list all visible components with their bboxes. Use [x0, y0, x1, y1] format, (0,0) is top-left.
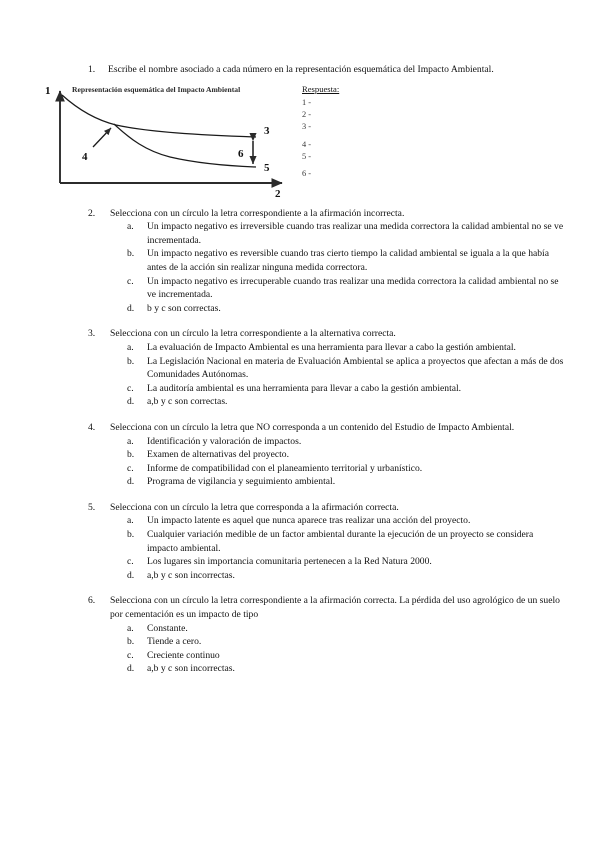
answer-option[interactable] [88, 635, 564, 649]
emphasis-text: correcta [363, 595, 395, 607]
answer-letter: b. [127, 529, 135, 541]
answer-text: Un impacto latente es aquel que nunca aparece tras realizar una acción del proyecto. [147, 515, 471, 527]
answer-option[interactable] [88, 555, 564, 569]
upper-curve [62, 95, 256, 137]
respuesta-item-4: 4 - [302, 139, 312, 149]
answer-letter: c. [127, 462, 134, 474]
answer-text: Un impacto negativo es irreversible cuando tras realizar una medida correctora la calidad ambiental no se ve incrementada. [147, 221, 564, 246]
answer-option[interactable] [88, 247, 564, 274]
emphasis-text: correcta [362, 328, 394, 340]
answer-text: Creciente continuo [147, 649, 220, 661]
question-6-answers [88, 622, 564, 676]
answer-option[interactable] [88, 382, 564, 396]
figure-area [0, 81, 600, 201]
answer-option[interactable] [88, 649, 564, 663]
answer-text: a,b y c son incorrectas. [147, 663, 235, 675]
question-1-prompt: Escribe el nombre asociado a cada número en la representación esquemática del Impacto Ambiental. [108, 64, 494, 75]
question-2-line [88, 207, 564, 221]
question-6-block [88, 594, 564, 676]
answer-text: b y c son correctas. [147, 302, 221, 314]
emphasis-text: NO [256, 421, 271, 433]
question-2-number: 2. [88, 207, 96, 219]
answer-letter: a. [127, 515, 134, 527]
emphasis-text: incorrecta [363, 207, 402, 219]
answer-option[interactable] [88, 475, 564, 489]
question-2-answers [88, 220, 564, 315]
figure-label-6: 6 [238, 147, 244, 160]
answer-text: Un impacto negativo es irrecuperable cuando tras realizar una medida correctora la calidad ambiental no se ve incrementada. [147, 275, 559, 301]
questions-list [0, 201, 600, 676]
question-6-line [88, 594, 564, 621]
question-6-prompt [110, 594, 564, 621]
prompt-text: . [401, 207, 405, 219]
answer-letter: b. [127, 449, 135, 461]
question-4-line [88, 421, 564, 435]
question-4-number: 4. [88, 421, 96, 433]
answer-option[interactable] [88, 448, 564, 462]
figure-label-5: 5 [264, 161, 270, 174]
question-5-number: 5. [88, 501, 96, 513]
answer-letter: a. [127, 435, 134, 447]
impact-diagram [38, 81, 298, 199]
question-5-answers [88, 514, 564, 582]
answer-letter: c. [127, 649, 134, 661]
answer-option[interactable] [88, 569, 564, 583]
answer-letter: c. [127, 275, 134, 287]
figure-label-3: 3 [264, 124, 270, 137]
question-5-line [88, 501, 564, 515]
answer-option[interactable] [88, 220, 564, 247]
prompt-text: Selecciona con un círculo la letra correspondiente a la afirmación [110, 595, 364, 607]
answer-letter: d. [127, 302, 135, 314]
answer-option[interactable] [88, 622, 564, 636]
answer-letter: b. [127, 355, 135, 367]
prompt-text: corresponda a un contenido del Estudio de Impacto Ambiental. [270, 421, 515, 433]
answer-option[interactable] [88, 302, 564, 316]
question-4-block [88, 421, 564, 489]
figure-label-2: 2 [275, 187, 281, 199]
respuesta-title: Respuesta: [302, 83, 340, 94]
question-4-answers [88, 435, 564, 489]
answer-text: a,b y c son incorrectas. [147, 569, 235, 581]
answer-letter: d. [127, 476, 135, 488]
prompt-text: Selecciona con un círculo la letra que corresponda a la afirmación [110, 501, 366, 513]
prompt-text: . [396, 501, 399, 513]
answer-letter: b. [127, 248, 135, 260]
answer-text: Informe de compatibilidad con el planeamiento territorial y urbanístico. [147, 462, 423, 474]
answer-letter: d. [127, 569, 135, 581]
callout-arrow [93, 128, 111, 147]
respuesta-item-6: 6 - [302, 169, 312, 179]
prompt-text: Selecciona con un círculo la letra correspondiente a la afirmación [110, 207, 364, 219]
answer-text: Los lugares sin importancia comunitaria pertenecen a la Red Natura 2000. [147, 556, 432, 568]
answer-option[interactable] [88, 514, 564, 528]
question-5-prompt [110, 501, 564, 515]
answer-text: La Legislación Nacional en materia de Evaluación Ambiental se aplica a proyectos que afectan a más de dos Comunidades Autónomas. [147, 355, 564, 381]
answer-text: Programa de vigilancia y seguimiento ambiental. [147, 476, 336, 488]
answer-text: Cualquier variación medible de un factor ambiental durante la ejecución de un proyecto se considera impacto ambiental. [147, 529, 534, 554]
answer-letter: a. [127, 221, 134, 233]
answer-option[interactable] [88, 341, 564, 355]
answer-option[interactable] [88, 662, 564, 676]
answer-text: La auditoría ambiental es una herramienta para llevar a cabo la gestión ambiental. [147, 382, 462, 394]
answer-option[interactable] [88, 462, 564, 476]
answer-letter: d. [127, 663, 135, 675]
answer-text: Constante. [147, 622, 188, 634]
question-1-number: 1. [88, 64, 96, 75]
answer-letter: a. [127, 341, 134, 353]
prompt-text: Selecciona con un círculo la letra correspondiente a la alternativa [110, 328, 363, 340]
question-2-prompt [110, 207, 564, 221]
emphasis-text: correcta [365, 501, 397, 513]
answer-text: La evaluación de Impacto Ambiental es una herramienta para llevar a cabo la gestión ambiental. [147, 341, 516, 353]
question-2-block [88, 207, 564, 316]
question-6-number: 6. [88, 595, 96, 607]
question-3-line [88, 327, 564, 341]
answer-option[interactable] [88, 395, 564, 409]
answer-text: Tiende a cero. [147, 636, 202, 648]
question-5-block [88, 501, 564, 583]
question-3-answers [88, 341, 564, 409]
question-1-block [0, 0, 600, 77]
question-3-block [88, 327, 564, 409]
question-3-prompt [110, 327, 564, 341]
figure-title: Representación esquemática del Impacto Ambiental [72, 84, 241, 94]
answer-letter: c. [127, 556, 134, 568]
figure-label-4: 4 [82, 150, 88, 163]
figure-label-1: 1 [45, 84, 51, 97]
answer-option[interactable] [88, 528, 564, 555]
question-3-number: 3. [88, 328, 96, 340]
answer-text: Identificación y valoración de impactos. [147, 435, 302, 447]
answer-letter: a. [127, 622, 134, 634]
question-1-line [88, 63, 520, 77]
answer-option[interactable] [88, 355, 564, 382]
answer-text: a,b y c son correctas. [147, 396, 228, 408]
prompt-text: Selecciona con un círculo la letra que [110, 421, 257, 433]
answer-letter: d. [127, 396, 135, 408]
respuesta-item-1: 1 - [302, 98, 312, 108]
answer-option[interactable] [88, 435, 564, 449]
lower-curve [114, 124, 256, 167]
answer-option[interactable] [88, 275, 564, 302]
answer-text: Examen de alternativas del proyecto. [147, 449, 289, 461]
answer-text: Un impacto negativo es reversible cuando tras cierto tiempo la calidad ambiental se iguala a la que había antes de la acción sin realizar ninguna medida correctora. [147, 248, 549, 273]
respuesta-item-3: 3 - [302, 122, 312, 132]
prompt-text: . La pérdida del uso agrológico de un suelo por cementación es un impacto de tipo [110, 595, 560, 621]
question-4-prompt [110, 421, 564, 435]
respuesta-item-2: 2 - [302, 110, 312, 120]
prompt-text: . [393, 328, 396, 340]
answer-letter: c. [127, 382, 134, 394]
answer-letter: b. [127, 636, 135, 648]
respuesta-panel [302, 84, 422, 181]
respuesta-item-5: 5 - [302, 151, 312, 161]
